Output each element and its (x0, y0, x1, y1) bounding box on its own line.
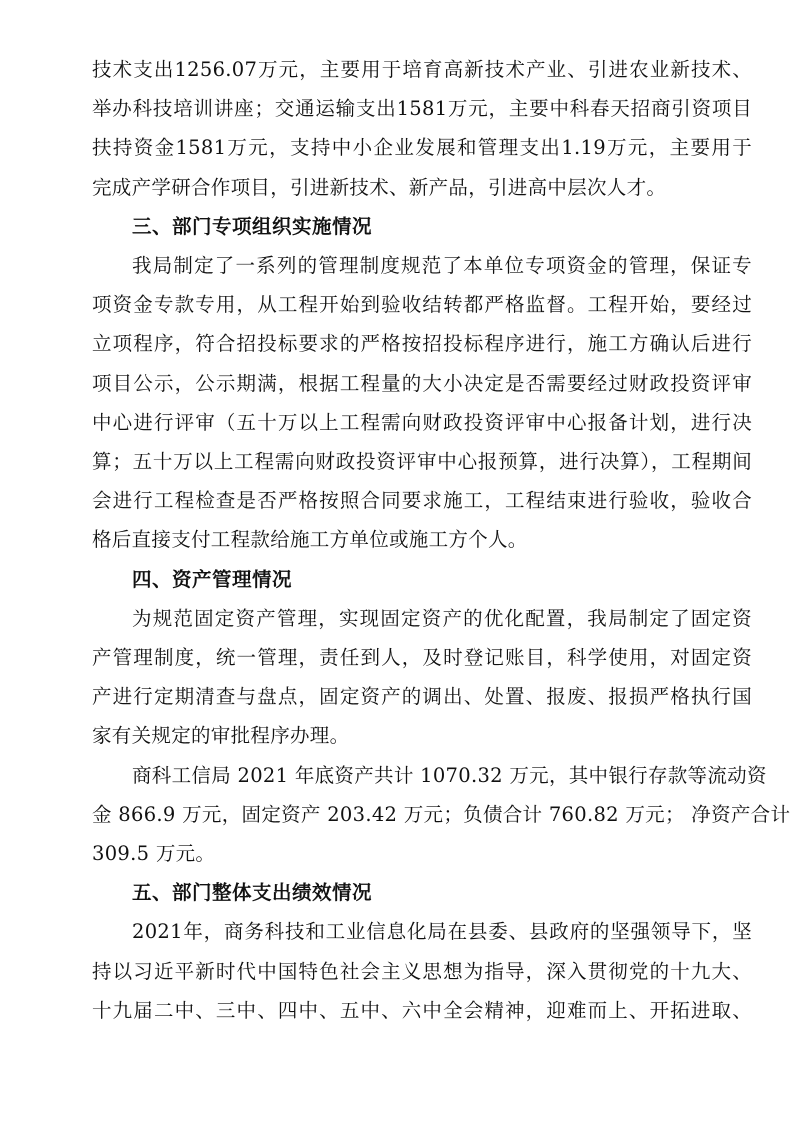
body-text-line: 产管理制度，统一管理，责任到人，及时登记账目，科学使用，对固定资 (92, 646, 752, 669)
body-text-line: 中心进行评审（五十万以上工程需向财政投资评审中心报备计划，进行决 (92, 410, 752, 434)
section-heading: 四、资产管理情况 (132, 567, 293, 591)
body-text-line: 举办科技培训讲座；交通运输支出1581万元，主要中科春天招商引资项目 (92, 97, 752, 121)
body-text-line: 项目公示，公示期满，根据工程量的大小决定是否需要经过财政投资评审 (92, 371, 752, 395)
body-text-line: 扶持资金1581万元，支持中小企业发展和管理支出1.19万元，主要用于 (92, 136, 752, 160)
body-text-line: 立项程序，符合招投标要求的严格按招投标程序进行，施工方确认后进行 (92, 332, 752, 356)
body-text-line: 为规范固定资产管理，实现固定资产的优化配置，我局制定了固定资 (132, 606, 752, 630)
body-text-line: 家有关规定的审批程序办理。 (92, 724, 350, 748)
body-text-line: 项资金专款专用，从工程开始到验收结转都严格监督。工程开始，要经过 (92, 293, 752, 317)
body-text-line: 商科工信局 2021 年底资产共计 1070.32 万元，其中银行存款等流动资 (132, 763, 767, 787)
section-heading: 三、部门专项组织实施情况 (132, 214, 373, 238)
body-text-line: 我局制定了一系列的管理制度规范了本单位专项资金的管理，保证专 (132, 254, 752, 277)
body-text-line: 算；五十万以上工程需向财政投资评审中心报预算，进行决算），工程期间 (92, 450, 752, 473)
body-text-line: 十九届二中、三中、四中、五中、六中全会精神，迎难而上、开拓进取、 (92, 998, 752, 1022)
body-text-line: 会进行工程检查是否严格按照合同要求施工，工程结束进行验收，验收合 (92, 489, 752, 513)
section-heading: 五、部门整体支出绩效情况 (132, 881, 373, 905)
body-text-line: 技术支出1256.07万元，主要用于培育高新技术产业、引进农业新技术、 (92, 58, 752, 81)
body-text-line: 309.5 万元。 (92, 842, 216, 865)
body-text-line: 产进行定期清查与盘点，固定资产的调出、处置、报废、报损严格执行国 (92, 685, 752, 709)
body-text-line: 格后直接支付工程款给施工方单位或施工方个人。 (92, 528, 528, 552)
body-text-line: 2021年，商务科技和工业信息化局在县委、县政府的坚强领导下，坚 (132, 920, 752, 944)
body-text-line: 持以习近平新时代中国特色社会主义思想为指导，深入贯彻党的十九大、 (92, 959, 752, 983)
body-text-line: 完成产学研合作项目，引进新技术、新产品，引进高中层次人才。 (92, 175, 667, 199)
body-text-line: 金 866.9 万元，固定资产 203.42 万元；负债合计 760.82 万元； 净资产合计 (92, 802, 791, 826)
